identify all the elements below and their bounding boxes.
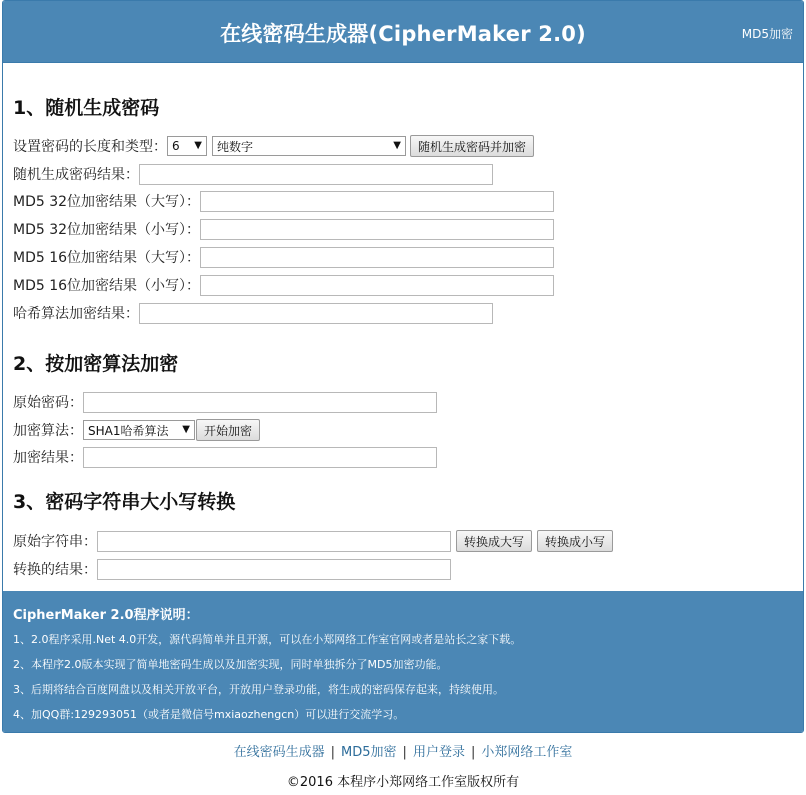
footer-link-studio[interactable]: 小郑网络工作室 [481, 745, 573, 760]
length-select[interactable] [167, 136, 207, 156]
footer-link-login[interactable]: 用户登录 [412, 745, 465, 760]
footer-separator: | [402, 745, 407, 760]
hash-result-field[interactable] [139, 303, 493, 324]
converted-field[interactable] [97, 559, 451, 580]
md5-16-lower-field[interactable] [200, 275, 554, 296]
notes-line-3: 3、后期将结合百度网盘以及相关开放平台，开放用户登录功能，将生成的密码保存起来，持续使用。 [13, 683, 504, 696]
section1-title: 1、随机生成密码 [13, 97, 160, 119]
original-password-row [13, 391, 437, 413]
section2-title: 2、按加密算法加密 [13, 353, 179, 375]
notes-line-1: 1、2.0程序采用.Net 4.0开发，源代码简单并且开源，可以在小郑网络工作室官网或者是站长之家下载。 [13, 633, 522, 646]
original-string-field[interactable] [97, 531, 451, 552]
length-type-label: 设置密码的长度和类型： [13, 139, 167, 155]
page-title: 在线密码生成器(CipherMaker 2.0) [220, 22, 586, 46]
md5-16-upper-field[interactable] [200, 247, 554, 268]
length-type-row [13, 135, 534, 157]
md5-16-upper-row [13, 246, 554, 268]
algorithm-select[interactable] [83, 420, 195, 440]
type-select[interactable] [212, 136, 406, 156]
algorithm-select-arrow-icon: ▼ [182, 424, 190, 435]
start-encrypt-button[interactable]: 开始加密 [196, 419, 260, 441]
hash-result-row [13, 302, 493, 324]
random-result-field[interactable] [139, 164, 493, 185]
md5-nav-link[interactable]: MD5加密 [741, 27, 793, 41]
encrypt-result-label: 加密结果： [13, 450, 83, 466]
md5-32-lower-field[interactable] [200, 219, 554, 240]
md5-32-lower-row [13, 218, 554, 240]
generate-encrypt-button[interactable]: 随机生成密码并加密 [410, 135, 534, 157]
algorithm-select-value: SHA1哈希算法 [88, 423, 169, 438]
encrypt-result-row [13, 446, 437, 468]
to-upper-button[interactable]: 转换成大写 [456, 530, 532, 552]
section3-title: 3、密码字符串大小写转换 [13, 491, 236, 513]
notes-line-4: 4、加QQ群:129293051（或者是微信号mxiaozhengcn）可以进行交流学习。 [13, 708, 405, 721]
original-password-label: 原始密码： [13, 395, 83, 411]
footer-link-md5[interactable]: MD5加密 [341, 745, 397, 760]
md5-16-lower-row [13, 274, 554, 296]
notes-line-2: 2、本程序2.0版本实现了简单地密码生成以及加密实现，同时单独拆分了MD5加密功能。 [13, 658, 448, 671]
program-notes-panel [3, 591, 803, 733]
hash-result-label: 哈希算法加密结果： [13, 306, 139, 322]
md5-32-upper-row [13, 190, 554, 212]
md5-32-upper-field[interactable] [200, 191, 554, 212]
length-select-arrow-icon: ▼ [194, 140, 202, 151]
md5-32-lower-label: MD5 32位加密结果（小写）： [13, 222, 201, 238]
random-result-row [13, 163, 493, 185]
converted-row [13, 558, 451, 580]
footer-separator: | [470, 745, 476, 760]
original-password-field[interactable] [83, 392, 437, 413]
original-string-label: 原始字符串： [13, 534, 97, 550]
algorithm-row [13, 419, 260, 441]
footer-links [0, 741, 806, 760]
notes-title: CipherMaker 2.0程序说明： [13, 608, 199, 623]
md5-16-lower-label: MD5 16位加密结果（小写）： [13, 278, 201, 294]
converted-label: 转换的结果： [13, 562, 97, 578]
copyright-text: ©2016 本程序小郑网络工作室版权所有 [286, 775, 520, 790]
algorithm-label: 加密算法： [13, 423, 83, 439]
original-string-row [13, 530, 613, 552]
length-select-value: 6 [172, 139, 180, 153]
md5-16-upper-label: MD5 16位加密结果（大写）： [13, 250, 201, 266]
random-result-label: 随机生成密码结果： [13, 167, 139, 183]
footer-link-password-generator[interactable]: 在线密码生成器 [233, 745, 325, 760]
header-bar [3, 1, 803, 63]
type-select-arrow-icon: ▼ [393, 140, 401, 151]
md5-32-upper-label: MD5 32位加密结果（大写）： [13, 194, 201, 210]
page-frame [2, 0, 804, 733]
encrypt-result-field[interactable] [83, 447, 437, 468]
footer-separator: | [330, 745, 336, 760]
type-select-value: 纯数字 [217, 139, 254, 154]
to-lower-button[interactable]: 转换成小写 [537, 530, 613, 552]
